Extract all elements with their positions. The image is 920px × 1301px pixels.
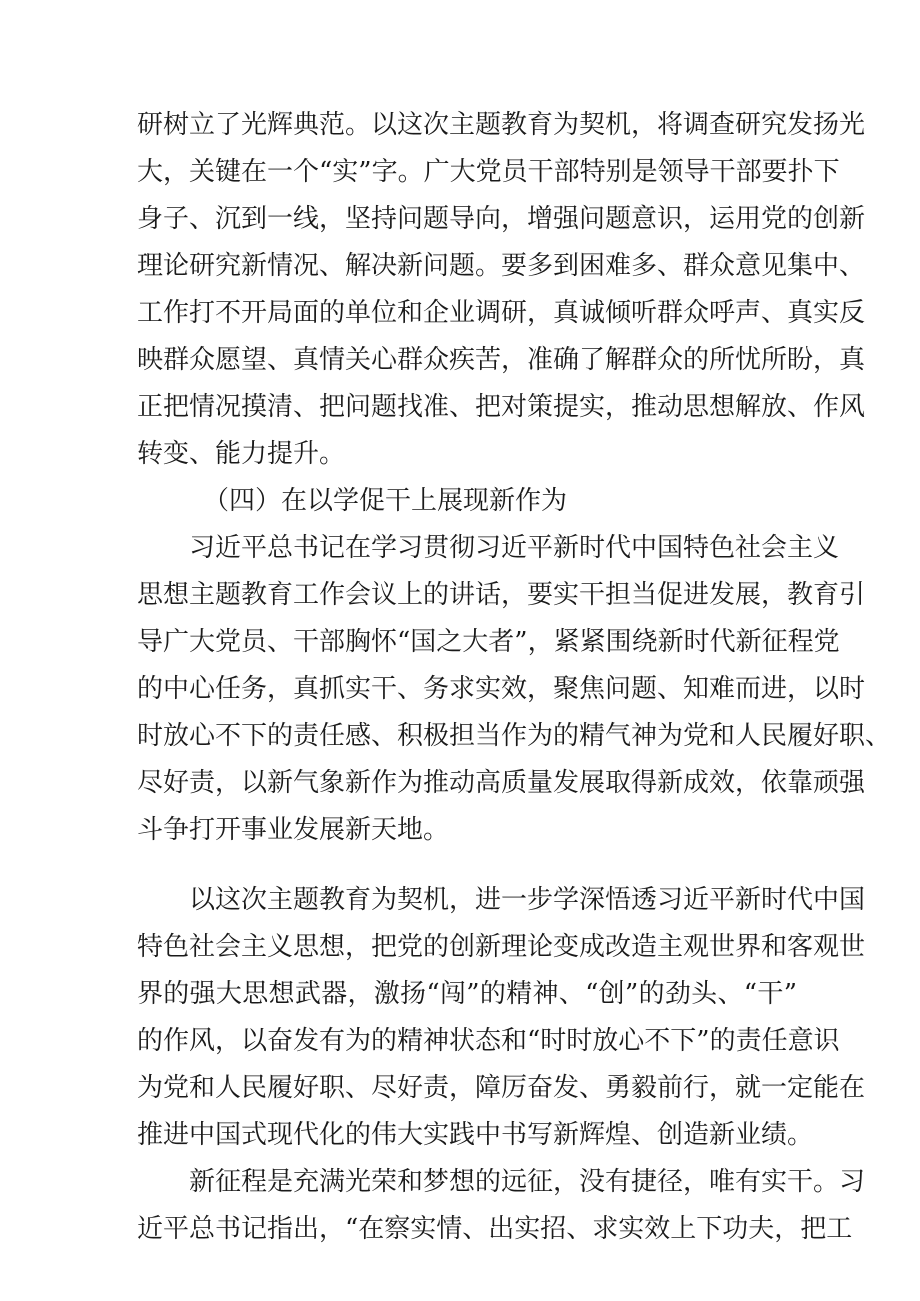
text-line: 新征程是充满光荣和梦想的远征，没有捷径，唯有实干。习 bbox=[189, 1167, 866, 1197]
paragraph-gap bbox=[137, 854, 797, 877]
section-heading bbox=[137, 478, 797, 525]
text-line: 近平总书记指出，“在察实情、出实招、求实效上下功夫，把工 bbox=[137, 1214, 853, 1244]
text-line: 导广大党员、干部胸怀“国之大者”，紧紧围绕新时代新征程党 bbox=[137, 627, 840, 657]
text-line: 特色社会主义思想，把党的创新理论变成改造主观世界和客观世 bbox=[137, 932, 866, 962]
text-line: 研树立了光辉典范。以这次主题教育为契机，将调查研究发扬光 bbox=[137, 110, 866, 140]
text-line: 工作打不开局面的单位和企业调研，真诚倾听群众呼声、真实反 bbox=[137, 298, 866, 328]
text-line: 为党和人民履好职、尽好责，障厉奋发、勇毅前行，就一定能在 bbox=[137, 1073, 866, 1103]
text-line: 理论研究新情况、解决新问题。要多到困难多、群众意见集中、 bbox=[137, 251, 866, 281]
text-line: 斗争打开事业发展新天地。 bbox=[137, 815, 450, 845]
text-line: 时放心不下的责任感、积极担当作为的精气神为党和人民履好职、 bbox=[137, 721, 892, 751]
text-line: 推进中国式现代化的伟大实践中书写新辉煌、创造新业绩。 bbox=[137, 1120, 814, 1150]
text-line: 的作风，以奋发有为的精神状态和“时时放心不下”的责任意识 bbox=[137, 1026, 840, 1056]
text-line: 思想主题教育工作会议上的讲话，要实干担当促进发展，教育引 bbox=[137, 580, 866, 610]
text-line: 转变、能力提升。 bbox=[137, 439, 346, 469]
text-line: 以这次主题教育为契机，进一步学深悟透习近平新时代中国 bbox=[189, 885, 866, 915]
text-line: 大，关键在一个“实”字。广大党员干部特别是领导干部要扑下 bbox=[137, 157, 840, 187]
paragraph bbox=[137, 525, 892, 854]
paragraph bbox=[137, 877, 866, 1159]
text-line: 映群众愿望、真情关心群众疾苦，准确了解群众的所忧所盼，真 bbox=[137, 345, 866, 375]
text-line: 正把情况摸清、把问题找准、把对策提实，推动思想解放、作风 bbox=[137, 392, 866, 422]
paragraph-continuation bbox=[137, 102, 866, 478]
text-line: 尽好责，以新气象新作为推动高质量发展取得新成效，依靠顽强 bbox=[137, 768, 866, 798]
document-body bbox=[137, 102, 892, 1253]
paragraph bbox=[137, 1159, 866, 1253]
text-line: 的中心任务，真抓实干、务求实效，聚焦问题、知难而进，以时 bbox=[137, 674, 866, 704]
text-line: 习近平总书记在学习贯彻习近平新时代中国特色社会主义 bbox=[189, 533, 840, 563]
heading-text: （四）在以学促干上展现新作为 bbox=[203, 486, 568, 516]
text-line: 界的强大思想武器，激扬“闯”的精神、“创”的劲头、“干” bbox=[137, 979, 797, 1009]
text-line: 身子、沉到一线，坚持问题导向，增强问题意识，运用党的创新 bbox=[137, 204, 866, 234]
